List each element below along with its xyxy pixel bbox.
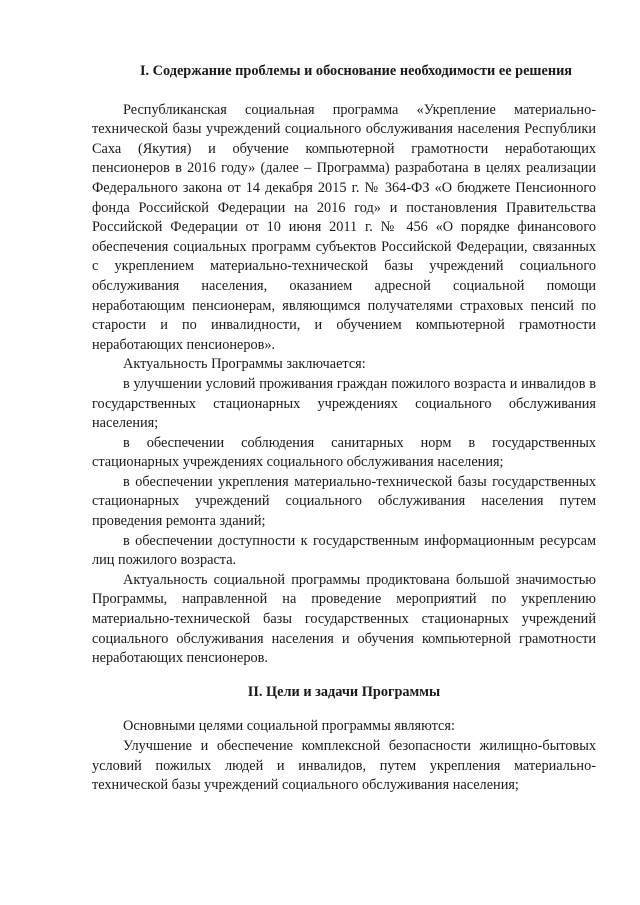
section-1-heading: I. Содержание проблемы и обоснование необходимости ее решения [139,63,573,79]
paragraph-relevance-intro: Актуальность Программы заключается: [123,356,366,373]
paragraph-program-description: Республиканская социальная программа «Укрепление материально-технической базы учреждений социального обслуживания населения Республики Саха (Якутия) и обучение компьютерной грамотности неработающих пенсионеров в 2016 году» (далее – Программа) разработана в целях реализации Федерального закона от 14 декабря 2015 г. № 364-ФЗ «О бюджете Пенсионного фонда Российской Федерации на 2016 год» и постановления Правительства Российской Федерации от 10 июня 2011 г. № 456 «О порядке финансового обеспечения социальных программ субъектов Российской Федерации, связанных с укреплением материально-технической базы учреждений социального обслуживания населения, оказанием адресной социальной помощи неработающим пенсионерам, являющимся получателями страховых пенсий по старости и по инвалидности, и обучением компьютерной грамотности неработающих пенсионеров». [92,101,596,353]
spacer [92,702,596,717]
spacer [92,669,596,683]
paragraph-goals-intro: Основными целями социальной программы являются: [123,718,455,735]
paragraph-goal-1: Улучшение и обеспечение комплексной безопасности жилищно-бытовых условий пожилых людей и инвалидов, путем укрепления материально-технической базы учреждений социального обслуживания населения; [92,738,596,794]
paragraph-relevance-item-1: в улучшении условий проживания граждан пожилого возраста и инвалидов в государственных стационарных учреждениях социального обслуживания населения; [92,375,596,432]
paragraph-relevance-item-4: в обеспечении доступности к государственным информационным ресурсам лиц пожилого возраста. [92,532,596,569]
paragraph-relevance-summary: Актуальность социальной программы продиктована большой значимостью Программы, направленной на проведение мероприятий по укреплению материально-технической базы государственных стационарных учреждений социального обслуживания населения и обучения компьютерной грамотности неработающих пенсионеров. [92,571,596,667]
paragraph-relevance-item-2: в обеспечении соблюдения санитарных норм в государственных стационарных учреждениях социального обслуживания населения; [92,434,596,471]
paragraph-relevance-item-3: в обеспечении укрепления материально-технической базы государственных стационарных учреждений социального обслуживания населения путем проведения ремонта зданий; [92,473,596,530]
section-2-heading: II. Цели и задачи Программы [247,683,441,700]
spacer [92,82,596,101]
document-body [92,62,596,796]
